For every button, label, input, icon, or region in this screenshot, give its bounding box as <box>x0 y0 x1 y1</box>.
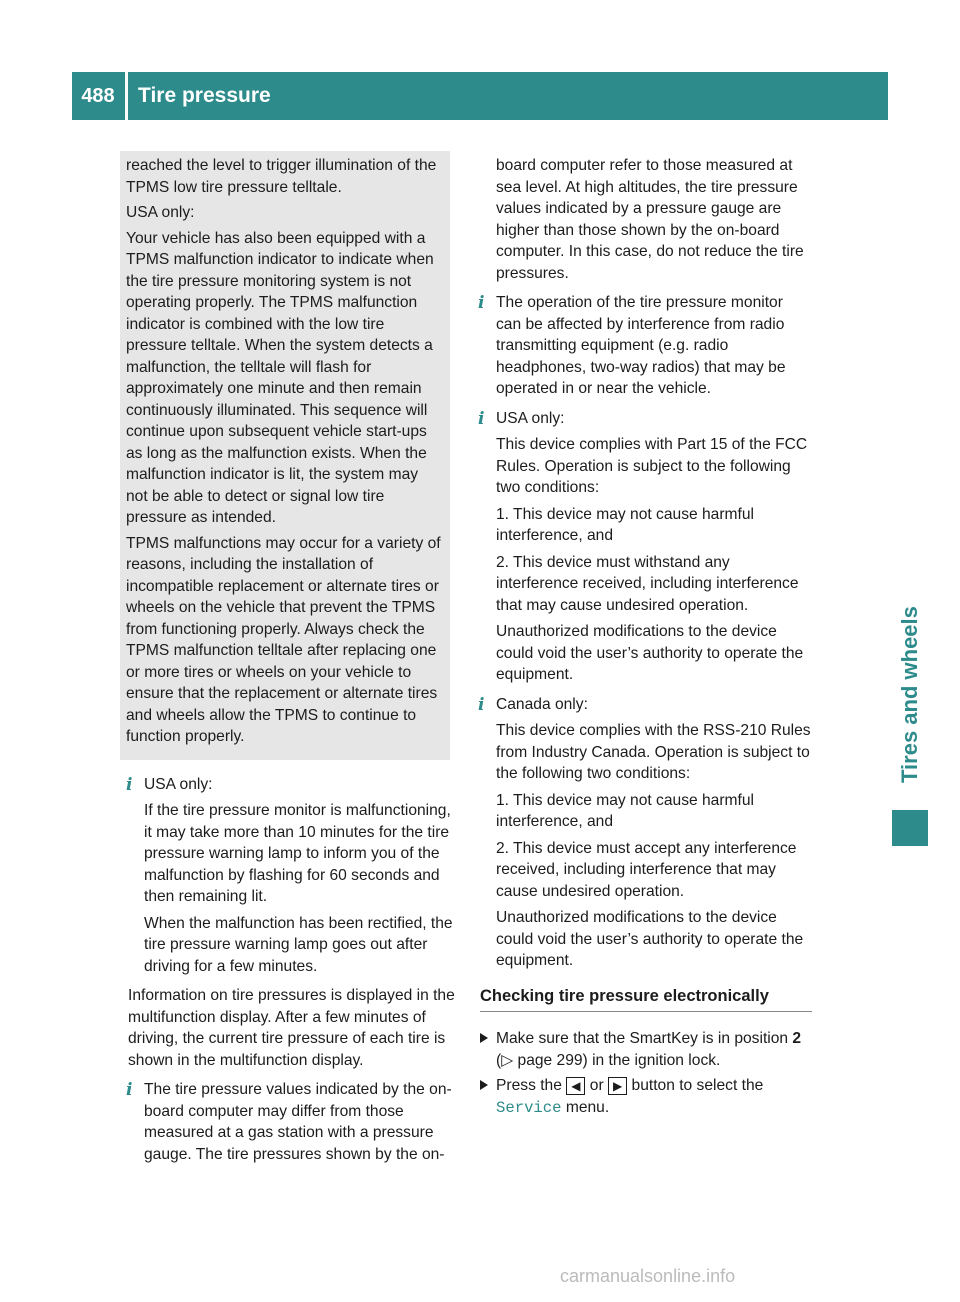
step-text: button to select the <box>627 1077 764 1094</box>
position-number: 2 <box>792 1030 802 1047</box>
page-title: Tire pressure <box>138 84 271 107</box>
note-text: The operation of the tire pressure monitor can be affected by interference from radio transmitting equipment (e.g. radio headphones, two-way radios) that may be operated in or near the vehicle. <box>496 294 786 397</box>
page-reference: (▷ page 299) in the ignition lock. <box>496 1051 721 1069</box>
note-text: When the malfunction has been rectified, the tire pressure warning lamp goes out after driving for a few minutes. <box>144 914 453 975</box>
step-item <box>480 1028 812 1071</box>
info-note-continued <box>480 155 812 284</box>
note-text: Unauthorized modifications to the device could void the user’s authority to operate the equipment. <box>496 909 804 969</box>
section-heading: Checking tire pressure electronically <box>480 986 812 1013</box>
step-text: Press the <box>496 1077 567 1094</box>
left-column <box>128 155 460 1173</box>
note-text: 2. This device must accept any interference received, including interference that may cause undesired operation. <box>496 839 797 900</box>
right-arrow-button-icon: ▶ <box>608 1077 627 1095</box>
info-note <box>480 408 812 686</box>
box-paragraph: USA only: <box>126 204 195 221</box>
header-divider <box>125 72 128 120</box>
note-text: 2. This device must withstand any interference received, including interference that may cause undesired operation. <box>496 553 799 614</box>
step-text: Make sure that the SmartKey is in position <box>496 1030 793 1047</box>
watermark: carmanualsonline.info <box>560 1266 736 1286</box>
box-paragraph: Your vehicle has also been equipped with a TPMS malfunction indicator to indicate when the tire pressure monitoring system is not operating properly. The TPMS malfunction indicator is combined with the low tire pressure telltale. When the system detects a malfunction, the telltale will flash for approximately one minute and then remain continuously illuminated. This sequence will continue upon subsequent vehicle start-ups as long as the malfunction exists. When the malfunction indicator is lit, the system may not be able to detect or signal low tire pressure as intended. <box>126 229 434 526</box>
note-text: Canada only: <box>496 695 588 713</box>
info-icon: i <box>478 408 485 429</box>
note-text: 1. This device may not cause harmful interference, and <box>496 791 754 830</box>
info-icon: i <box>478 694 485 715</box>
note-text: The tire pressure values indicated by the on-board computer may differ from those measured at a gas station with a pressure gauge. The tire pressures shown by the on- <box>144 1081 452 1163</box>
side-tab-marker <box>892 810 928 846</box>
side-tab-label: Tires and wheels <box>897 606 922 784</box>
info-note <box>128 1079 460 1165</box>
info-icon: i <box>126 774 133 795</box>
note-text: This device complies with the RSS-210 Rules from Industry Canada. Operation is subject to the following two conditions: <box>496 722 811 782</box>
step-text: or <box>585 1077 608 1094</box>
left-arrow-button-icon: ◀ <box>566 1077 585 1095</box>
step-text: menu. <box>561 1098 610 1116</box>
note-text: USA only: <box>496 409 565 427</box>
body-paragraph: Information on tire pressures is displayed in the multifunction display. After a few minutes of driving, the current tire pressure of each tire is shown in the multifunction display. <box>128 987 455 1069</box>
right-column <box>480 155 812 1123</box>
note-text: If the tire pressure monitor is malfunctioning, it may take more than 10 minutes for the tire pressure warning lamp to inform you of the malfunction by flashing for 60 seconds and then remaining lit. <box>144 802 451 905</box>
page-number: 488 <box>81 84 115 107</box>
info-icon: i <box>478 293 485 313</box>
note-text: 1. This device may not cause harmful interference, and <box>496 505 754 544</box>
note-text: USA only: <box>144 775 213 793</box>
info-note <box>480 694 812 972</box>
service-menu-label: Service <box>496 1098 562 1117</box>
step-arrow-icon <box>480 1033 488 1043</box>
info-note <box>128 774 460 978</box>
tpms-info-box <box>120 151 450 760</box>
box-paragraph: TPMS malfunctions may occur for a variety of reasons, including the installation of incompatible replacement or alternate tires or wheels on the vehicle that prevent the TPMS from functioning properly. Always check the TPMS malfunction telltale after replacing one or more tires or wheels on your vehicle to ensure that the replacement or alternate tires and wheels allow the TPMS to continue to function properly. <box>126 534 441 745</box>
note-text: Unauthorized modifications to the device could void the user’s authority to operate the equipment. <box>496 623 804 683</box>
note-text: board computer refer to those measured at sea level. At high altitudes, the tire pressure values indicated by a pressure gauge are higher than those shown by the on-board computer. In this case, do not reduce the tire pressures. <box>496 157 804 282</box>
box-paragraph: reached the level to trigger illumination of the TPMS low tire pressure telltale. <box>126 157 437 196</box>
info-icon: i <box>126 1080 133 1100</box>
step-arrow-icon <box>480 1080 488 1090</box>
note-text: This device complies with Part 15 of the FCC Rules. Operation is subject to the following two conditions: <box>496 436 808 496</box>
info-note <box>480 292 812 400</box>
step-item <box>480 1075 812 1119</box>
